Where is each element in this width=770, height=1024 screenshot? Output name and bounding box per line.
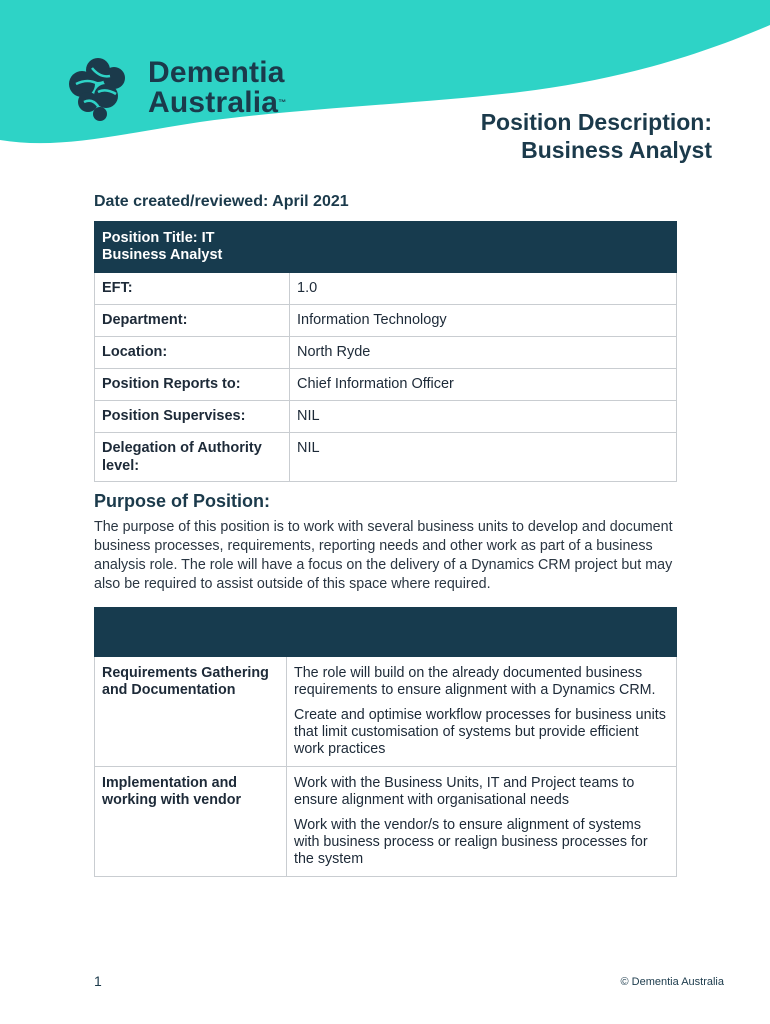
- table-row: [95, 337, 677, 369]
- page-number: 1: [94, 973, 102, 989]
- row-label: Position Supervises:: [95, 401, 290, 433]
- details-header-row: [95, 222, 677, 273]
- row-value: NIL: [290, 401, 677, 433]
- duties-table: [94, 607, 677, 877]
- duty-item: Work with the Business Units, IT and Project teams to ensure alignment with organisational needs: [294, 775, 635, 808]
- header-empty-cell: [290, 222, 677, 273]
- row-label: Department:: [95, 305, 290, 337]
- row-value: Chief Information Officer: [290, 369, 677, 401]
- brand-wordmark: [148, 58, 286, 118]
- duty-item: Create and optimise workflow processes for business units that limit customisation of systems but provide efficient work practices: [294, 707, 666, 757]
- duty-items: [287, 767, 677, 877]
- table-row: [95, 273, 677, 305]
- row-label: EFT:: [95, 273, 290, 305]
- position-details-table: [94, 221, 677, 482]
- brand-line-2: Australia™: [148, 86, 287, 119]
- duty-item: The role will build on the already documented business requirements to ensure alignment with a Dynamics CRM.: [294, 665, 656, 698]
- position-title-cell: Position Title: IT Business Analyst: [95, 222, 290, 273]
- row-label: Position Reports to:: [95, 369, 290, 401]
- table-row: [95, 767, 677, 877]
- row-value: 1.0: [290, 273, 677, 305]
- table-row: [95, 657, 677, 767]
- table-row: [95, 433, 677, 482]
- purpose-text: The purpose of this position is to work with several business units to develop and document business processes, requirements, reporting needs and other work as part of a business analysis role. The role will have a focus on the delivery of a Dynamics CRM project but may also be required to assist outside of this space where required.: [94, 519, 673, 592]
- title-line-2: Business Analyst: [521, 137, 712, 163]
- footer-brand: © Dementia Australia: [620, 976, 724, 988]
- row-label: Delegation of Authority level:: [95, 433, 290, 482]
- duty-area: Requirements Gathering and Documentation: [95, 657, 287, 767]
- row-label: Location:: [95, 337, 290, 369]
- table-row: [95, 369, 677, 401]
- page-title: [481, 108, 712, 164]
- purpose-heading: Purpose of Position:: [94, 491, 271, 511]
- row-value: Information Technology: [290, 305, 677, 337]
- duty-items: [287, 657, 677, 767]
- duty-item: Work with the vendor/s to ensure alignment of systems with business process or realign business processes for the system: [294, 817, 648, 867]
- date-created: Date created/reviewed: April 2021: [94, 193, 349, 210]
- brand-line-1: Dementia: [148, 56, 285, 89]
- table-row: [95, 305, 677, 337]
- duty-area: Implementation and working with vendor: [95, 767, 287, 877]
- row-value: NIL: [290, 433, 677, 482]
- duties-header-band: [95, 608, 677, 657]
- row-value: North Ryde: [290, 337, 677, 369]
- title-line-1: Position Description:: [480, 109, 712, 135]
- table-row: [95, 401, 677, 433]
